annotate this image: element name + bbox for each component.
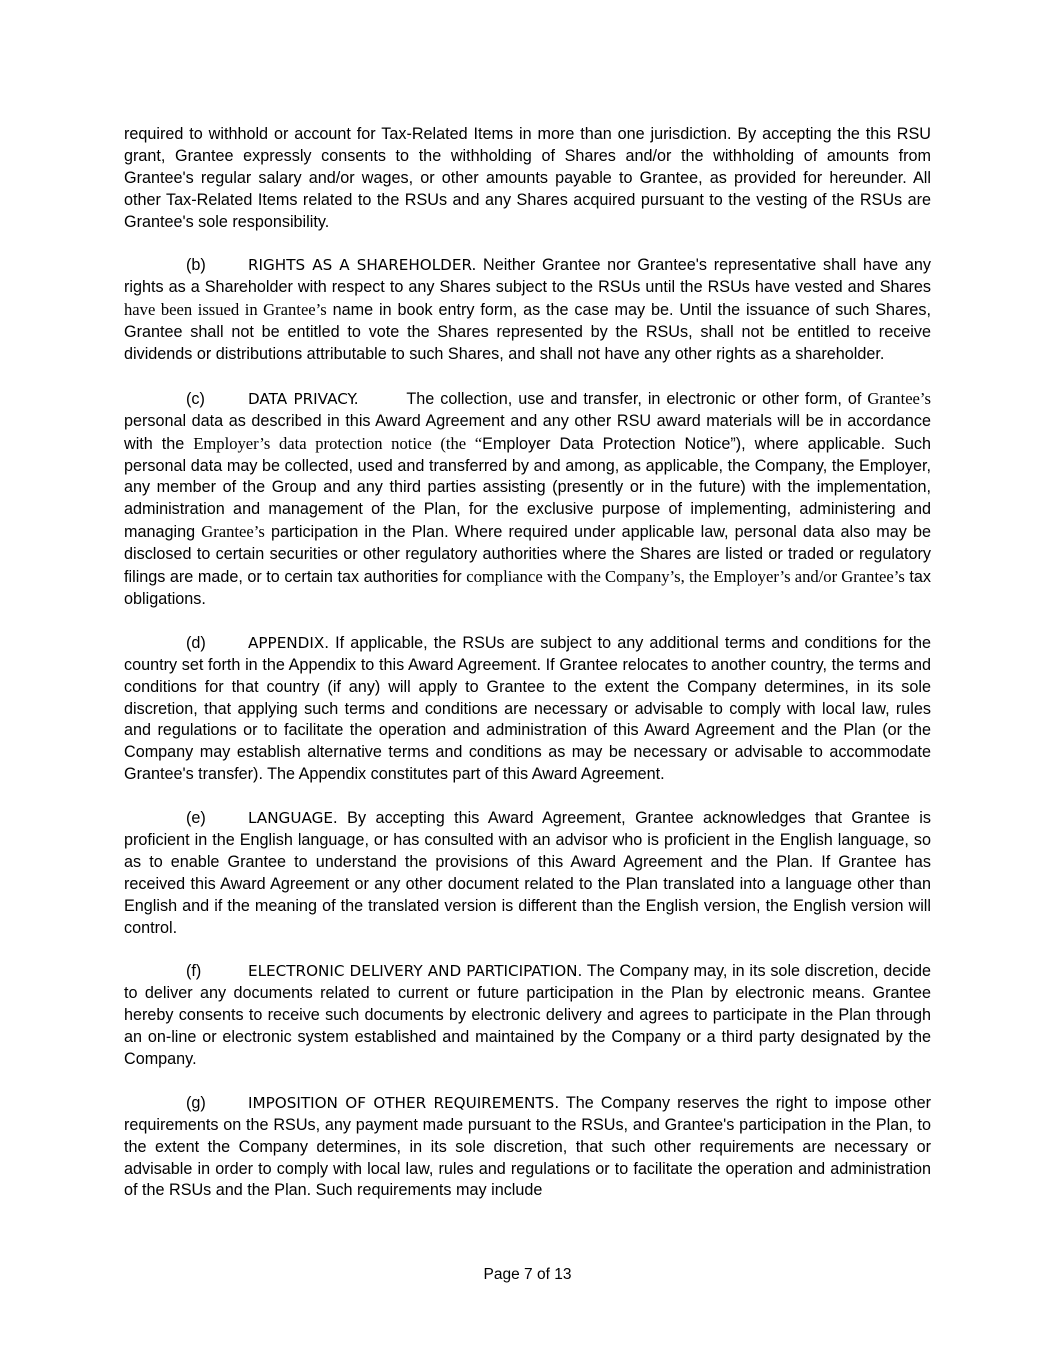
section-text-serif: Employer’s data protection notice (the “: [193, 433, 483, 453]
section-text-serif: compliance with the Company’s, the Employer’s and/or Grantee’s: [466, 567, 905, 587]
section-c-paragraph: [124, 388, 931, 611]
section-heading: DATA PRIVACY.: [248, 389, 359, 408]
section-text: Neither Grantee nor Grantee's representative shall have any rights as a Shareholder with respect to any Shares subject to the RSUs until the RSUs have vested and Shares: [124, 256, 931, 297]
page-number: Page 7 of 13: [483, 1266, 572, 1283]
section-text: participation in the Plan. Where required under applicable law, personal data also may be disclosed to certain securities or other regulatory authorities where the Shares are listed or traded or regulatory filings are made, or to certain tax authorities for: [124, 523, 931, 587]
section-heading: RIGHTS AS A SHAREHOLDER.: [248, 256, 477, 275]
section-text: The collection, use and transfer, in electronic or other form, of: [358, 389, 868, 408]
section-text-serif: have been issued in Grantee’s: [124, 300, 327, 320]
section-g-paragraph: [124, 1093, 931, 1203]
section-heading: IMPOSITION OF OTHER REQUIREMENTS.: [248, 1093, 560, 1112]
section-letter: (e): [186, 809, 206, 828]
section-letter: (f): [186, 962, 202, 981]
continuation-paragraph: required to withhold or account for Tax-Related Items in more than one jurisdiction. By accepting the this RSU grant, Grantee expressly consents to the withholding of Shares and/or the withholding of amounts from Grantee's regular salary and/or wages, or other amounts payable to Grantee, as provided for hereunder. All other Tax-Related Items related to the RSUs and any Shares acquired pursuant to the vesting of the RSUs are Grantee's sole responsibility.: [124, 125, 931, 231]
section-b-paragraph: [124, 255, 931, 366]
section-text: If applicable, the RSUs are subject to any additional terms and conditions for the country set forth in the Appendix to this Award Agreement. If Grantee relocates to another country, the terms and conditions for that country (if any) will apply to Grantee to the extent the Company determines, in its sole discretion, that applying such terms and conditions are necessary or advisable to comply with local law, rules and regulations or to facilitate the operation and administration of this Award Agreement and the Plan (or the Company may establish alternative terms and conditions as may be necessary or advisable to accommodate Grantee's transfer). The Appendix constitutes part of this Award Agreement.: [124, 633, 931, 784]
section-text: Employer Data Protection Notice”), where applicable. Such personal data may be collected, used and transferred by and among, as applicable, the Company, the Employer, any member of the Group and any third parties assisting (presently or in the future) with the implementation, administration and management of the Plan, for the exclusive purpose of implementing, administering and managing: [124, 434, 931, 542]
section-letter: (c): [186, 389, 205, 408]
section-letter: (b): [186, 256, 206, 275]
section-e-paragraph: [124, 808, 931, 939]
section-f-paragraph: [124, 961, 931, 1071]
section-text: The Company may, in its sole discretion, decide to deliver any documents related to current or future participation in the Plan by electronic means. Grantee hereby consents to receive such documents by electronic delivery and agrees to participate in the Plan through an on-line or electronic system established and maintained by the Company or a third party designated by the Company.: [124, 962, 931, 1068]
section-d-paragraph: [124, 633, 931, 786]
section-text: tax obligations.: [124, 568, 932, 608]
section-text: The Company reserves the right to impose other requirements on the RSUs, any payment made pursuant to the RSUs, and Grantee's participation in the Plan, to the extent the Company determines, in its sole discretion, that such other requirements are necessary or advisable in order to comply with local law, rules and regulations or to facilitate the operation and administration of the RSUs and the Plan. Such requirements may include: [124, 1093, 931, 1200]
section-text: By accepting this Award Agreement, Grantee acknowledges that Grantee is proficient in the English language, or has consulted with an advisor who is proficient in the English language, so as to enable Grantee to understand the provisions of this Award Agreement and the Plan. If Grantee has received this Award Agreement or any other document related to the Plan translated into a language other than English and if the meaning of the translated version is different than the English version, the English version will control.: [124, 809, 931, 937]
section-letter: (g): [186, 1093, 206, 1112]
section-text-serif: Grantee’s: [201, 522, 265, 542]
section-heading: LANGUAGE.: [248, 809, 338, 828]
document-body: [124, 124, 931, 1224]
section-letter: (d): [186, 633, 206, 652]
section-text-serif: Grantee’s: [867, 388, 931, 408]
section-text: name in book entry form, as the case may be. Until the issuance of such Shares, Grantee shall not be entitled to vote the Shares represented by the RSUs, shall not be entitled to receive dividends or distributions attributable to such Shares, and shall not have any other rights as a shareholder.: [124, 301, 931, 364]
section-text: personal data as described in this Award Agreement and any other RSU award materials will be in accordance with the: [124, 411, 931, 453]
section-heading: ELECTRONIC DELIVERY AND PARTICIPATION.: [248, 962, 583, 981]
section-heading: APPENDIX.: [248, 633, 330, 652]
